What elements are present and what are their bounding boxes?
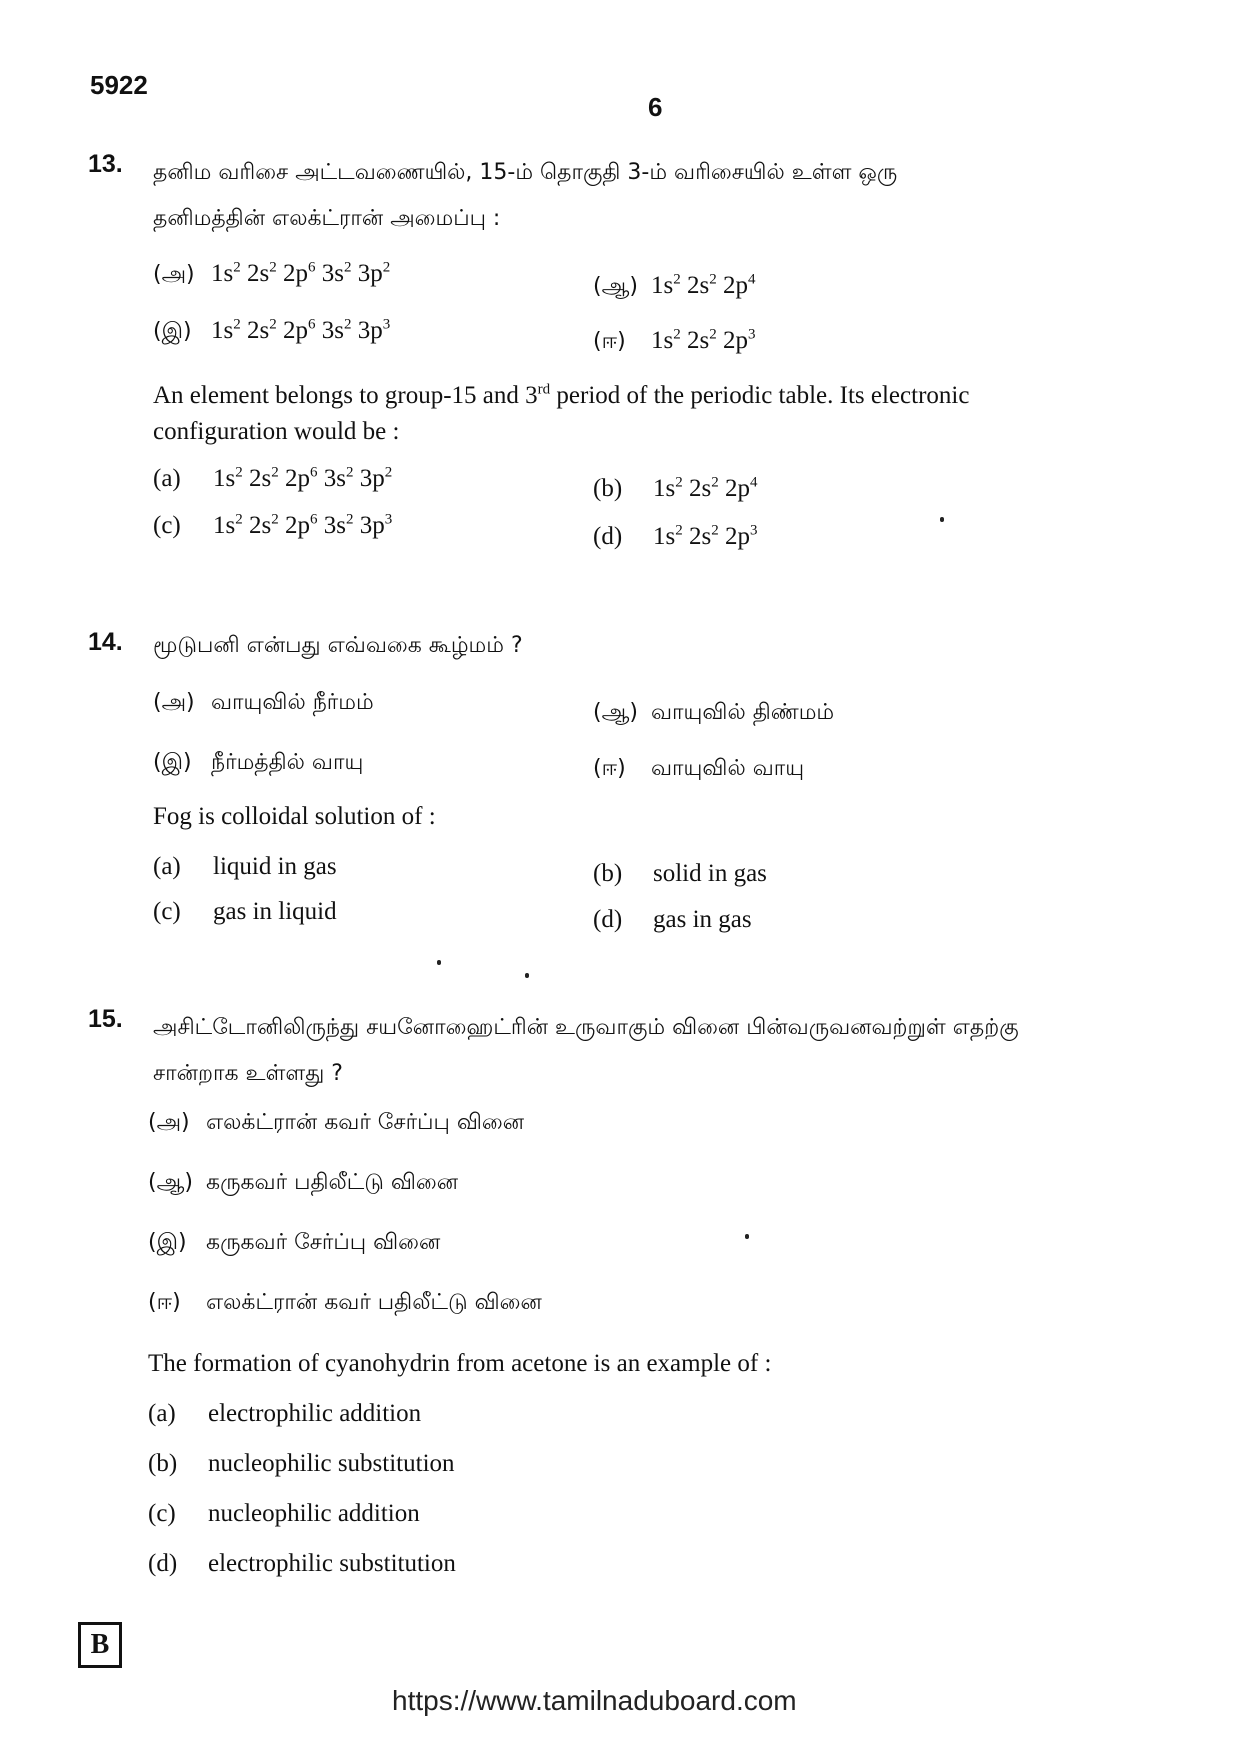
option-text: வாயுவில் திண்மம் — [651, 700, 835, 725]
english-question-stem — [153, 378, 1168, 450]
tamil-option-a — [153, 690, 374, 718]
tamil-option-d — [148, 1290, 542, 1318]
option-text: electrophilic substitution — [208, 1550, 456, 1577]
tamil-option-a — [148, 1110, 524, 1138]
question-number: 15. — [88, 1005, 123, 1033]
option-text: கருகவர் சேர்ப்பு வினை — [206, 1230, 441, 1255]
tamil-option-a: (அ) $1s^2$ $2s^2$ $2p^6$ $3s^2$ $3p^2$ — [153, 260, 390, 290]
option-label: (ஆ) — [593, 700, 638, 725]
option-label: (b) — [593, 475, 623, 502]
option-text: எலக்ட்ரான் கவர் சேர்ப்பு வினை — [206, 1110, 525, 1135]
tamil-stem-line-2: தனிமத்தின் எலக்ட்ரான் அமைப்பு : — [153, 206, 501, 231]
option-label: (a) — [153, 853, 181, 880]
footer-website-link[interactable]: https://www.tamilnaduboard.com — [392, 1685, 797, 1716]
question-number: 13. — [88, 150, 123, 178]
option-label: (a) — [148, 1400, 176, 1427]
option-label: (a) — [153, 465, 181, 492]
option-label: (ஈ) — [593, 756, 626, 781]
tamil-option-d: (ஈ) $1s^2$ $2s^2$ $2p^3$ — [593, 327, 755, 357]
question-13 — [88, 150, 1168, 570]
page-number: 6 — [648, 92, 663, 122]
tamil-stem-line-2: சான்றாக உள்ளது ? — [153, 1061, 343, 1086]
option-label: (அ) — [153, 690, 195, 715]
english-option-d — [593, 906, 752, 934]
tamil-option-b — [148, 1170, 458, 1198]
english-option-a — [153, 853, 337, 881]
option-label: (இ) — [148, 1230, 187, 1255]
tamil-question-stem: மூடுபனி என்பது எவ்வகை கூழ்மம் ? — [153, 633, 523, 658]
english-question-stem: Fog is colloidal solution of : — [153, 803, 436, 830]
option-text: electrophilic addition — [208, 1400, 422, 1427]
option-text: gas in liquid — [213, 898, 337, 925]
tamil-stem-line-1: அசிட்டோனிலிருந்து சயனோஹைட்ரின் உருவாகும் வினை பின்வருவனவற்றுள் எதற்கு — [153, 1015, 1019, 1040]
english-stem-part-1: An element belongs to group-15 and 3 — [153, 382, 538, 409]
english-option-d — [148, 1550, 456, 1578]
option-text: liquid in gas — [213, 853, 337, 880]
english-option-c — [153, 898, 337, 926]
option-label: (d) — [148, 1550, 178, 1577]
english-option-b — [593, 860, 767, 888]
option-label: (இ) — [153, 319, 192, 344]
question-number: 14. — [88, 628, 123, 656]
scan-speck — [525, 973, 529, 978]
option-label: (b) — [593, 860, 623, 887]
option-text: கருகவர் பதிலீட்டு வினை — [206, 1170, 459, 1195]
tamil-question-stem — [153, 150, 897, 242]
option-label: (ஆ) — [148, 1170, 193, 1195]
tamil-option-c — [153, 750, 363, 778]
english-option-c: (c) $1s^2$ $2s^2$ $2p^6$ $3s^2$ $3p^3$ — [153, 511, 393, 539]
english-option-a — [148, 1400, 421, 1428]
english-option-d: (d) $1s^2$ $2s^2$ $2p^3$ — [593, 522, 758, 550]
option-label: (d) — [593, 523, 623, 550]
scan-speck — [437, 960, 441, 965]
tamil-option-b: (ஆ) $1s^2$ $2s^2$ $2p^4$ — [593, 272, 755, 302]
option-label: (ஈ) — [593, 329, 626, 354]
option-text: நீர்மத்தில் வாயு — [211, 750, 364, 775]
option-text: gas in gas — [653, 906, 752, 933]
tamil-option-c: (இ) $1s^2$ $2s^2$ $2p^6$ $3s^2$ $3p^3$ — [153, 317, 390, 347]
tamil-question-stem — [153, 1005, 1019, 1097]
option-label: (இ) — [153, 750, 192, 775]
tamil-option-d — [593, 756, 804, 784]
english-option-b — [148, 1450, 455, 1478]
option-label: (ஆ) — [593, 274, 638, 299]
paper-code: 5922 — [90, 70, 148, 100]
option-text: எலக்ட்ரான் கவர் பதிலீட்டு வினை — [206, 1290, 542, 1315]
tamil-option-c — [148, 1230, 440, 1258]
option-label: (அ) — [153, 262, 195, 287]
option-label: (அ) — [148, 1110, 190, 1135]
option-label: (d) — [593, 906, 623, 933]
english-option-c — [148, 1500, 420, 1528]
option-text: nucleophilic addition — [208, 1500, 420, 1527]
option-label: (b) — [148, 1450, 178, 1477]
option-label: (ஈ) — [148, 1290, 181, 1315]
tamil-stem-line-1: தனிம வரிசை அட்டவணையில், 15-ம் தொகுதி 3-ம் வரிசையில் உள்ள ஒரு — [153, 160, 898, 185]
english-stem-part-2: period of the periodic table. Its electronic — [550, 382, 970, 409]
option-label: (c) — [148, 1500, 176, 1527]
english-stem-line-2: configuration would be : — [153, 418, 400, 445]
booklet-version-badge: B — [78, 1622, 122, 1668]
tamil-option-b — [593, 700, 834, 728]
option-text: வாயுவில் வாயு — [651, 756, 805, 781]
question-15 — [88, 1005, 1168, 1595]
scan-speck — [745, 1234, 749, 1239]
english-option-b: (b) $1s^2$ $2s^2$ $2p^4$ — [593, 474, 758, 502]
scan-speck — [940, 517, 944, 522]
option-text: nucleophilic substitution — [208, 1450, 455, 1477]
english-stem-superscript: rd — [537, 381, 551, 398]
question-14 — [88, 628, 1168, 948]
english-option-a: (a) $1s^2$ $2s^2$ $2p^6$ $3s^2$ $3p^2$ — [153, 464, 393, 492]
option-label: (c) — [153, 898, 181, 925]
option-text: solid in gas — [653, 860, 767, 887]
option-label: (c) — [153, 512, 181, 539]
english-question-stem: The formation of cyanohydrin from acetone is an example of : — [148, 1350, 772, 1377]
option-text: வாயுவில் நீர்மம் — [211, 690, 374, 715]
